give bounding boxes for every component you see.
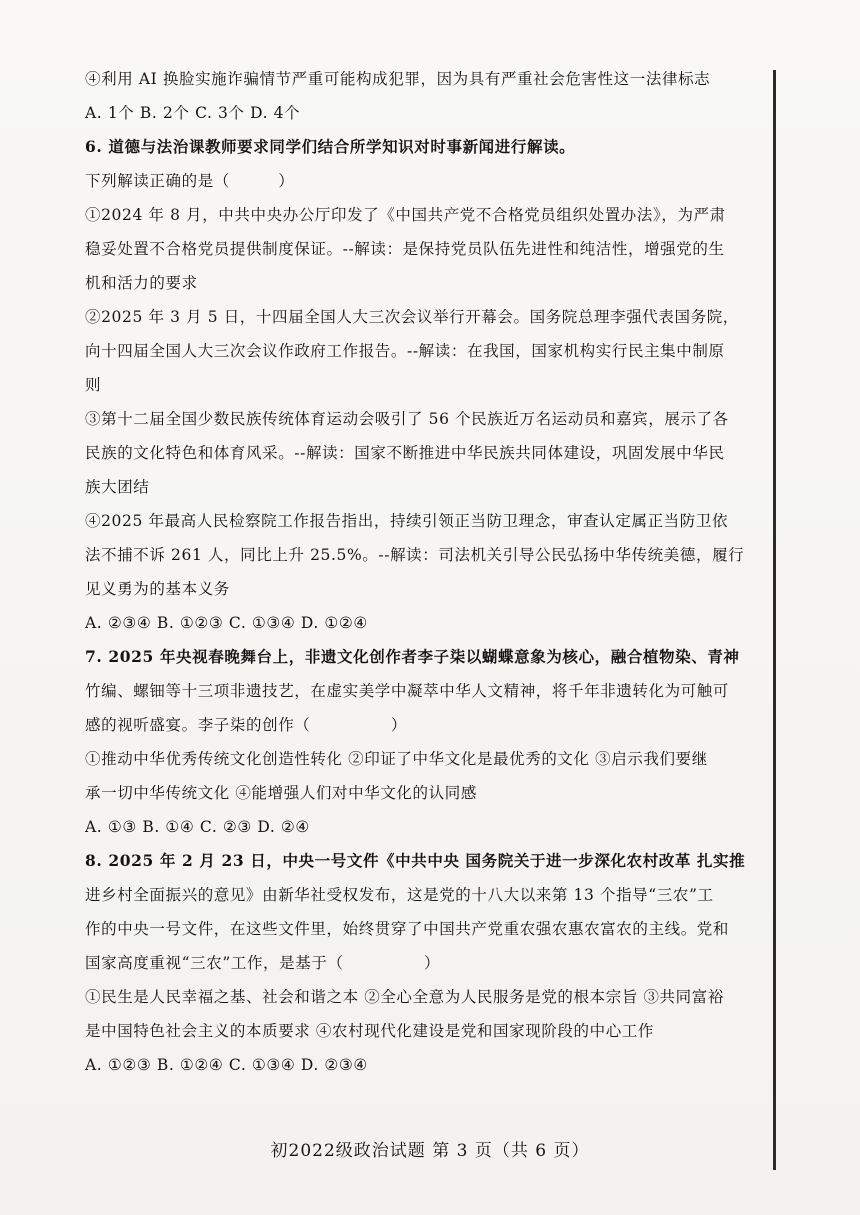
question-6-prompt: 下列解读正确的是（ ）	[85, 172, 295, 190]
answer-choices: A. 1个 B. 2个 C. 3个 D. 4个	[85, 104, 301, 122]
statement-line: 则	[85, 376, 102, 394]
statement-line: 法不捕不诉 261 人，同比上升 25.5%。--解读：司法机关引导公民弘扬中华传统美德，履行	[85, 546, 745, 564]
answer-choices: A. ①③ B. ①④ C. ②③ D. ②④	[85, 818, 310, 836]
page-footer: 初2022级政治试题 第 3 页（共 6 页）	[270, 1141, 590, 1161]
statement-line: ①民生是人民幸福之基、社会和谐之本 ②全心全意为人民服务是党的根本宗旨 ③共同富裕	[85, 988, 724, 1006]
statement-line: 感的视听盛宴。李子柒的创作（ ）	[85, 716, 408, 734]
page-content	[85, 62, 760, 1082]
statement-line: 竹编、螺钿等十三项非遗技艺，在虚实美学中凝萃中华人文精神，将千年非遗转化为可触可	[85, 682, 730, 700]
statement-line: 作的中央一号文件，在这些文件里，始终贯穿了中国共产党重农强农惠农富农的主线。党和	[85, 920, 730, 938]
statement-line: ④2025 年最高人民检察院工作报告指出，持续引领正当防卫理念，审查认定属正当防卫依	[85, 512, 729, 530]
answer-choices: A. ①②③ B. ①②④ C. ①③④ D. ②③④	[85, 1056, 368, 1074]
statement-line: 民族的文化特色和体育风采。--解读：国家不断推进中华民族共同体建设，巩固发展中华民	[85, 444, 725, 462]
statement-line: ②2025 年 3 月 5 日，十四届全国人大三次会议举行开幕会。国务院总理李强代表国务院，	[85, 308, 739, 326]
statement-line: ③第十二届全国少数民族传统体育运动会吸引了 56 个民族近万名运动员和嘉宾，展示了各	[85, 410, 729, 428]
statement-line: 稳妥处置不合格党员提供制度保证。--解读：是保持党员队伍先进性和纯洁性，增强党的生	[85, 240, 725, 258]
statement-line: 国家高度重视“三农”工作，是基于（ ）	[85, 954, 441, 972]
statement-line: 机和活力的要求	[85, 274, 198, 292]
statement-line: 承一切中华传统文化 ④能增强人们对中华文化的认同感	[85, 784, 477, 802]
statement-line: ①2024 年 8 月，中共中央办公厅印发了《中国共产党不合格党员组织处置办法》，为严肃	[85, 206, 726, 224]
answer-choices: A. ②③④ B. ①②③ C. ①③④ D. ①②④	[85, 614, 368, 632]
statement-line: 向十四届全国人大三次会议作政府工作报告。--解读：在我国，国家机构实行民主集中制原	[85, 342, 725, 360]
statement-line: 见义勇为的基本义务	[85, 580, 230, 598]
question-6-stem: 6. 道德与法治课教师要求同学们结合所学知识对时事新闻进行解读。	[85, 137, 576, 156]
question-8-stem: 8. 2025 年 2 月 23 日，中央一号文件《中共中央 国务院关于进一步深化农村改革 扎实推	[85, 851, 746, 870]
statement-line: 进乡村全面振兴的意见》由新华社受权发布，这是党的十八大以来第 13 个指导“三农”工	[85, 886, 714, 904]
margin-rule	[773, 70, 776, 1170]
question-7-stem: 7. 2025 年央视春晚舞台上，非遗文化创作者李子柒以蝴蝶意象为核心，融合植物染、青神	[85, 647, 740, 666]
statement-line: 族大团结	[85, 478, 150, 496]
option-statement: ④利用 AI 换脸实施诈骗情节严重可能构成犯罪，因为具有严重社会危害性这一法律标志	[85, 70, 711, 88]
statement-line: ①推动中华优秀传统文化创造性转化 ②印证了中华文化是最优秀的文化 ③启示我们要继	[85, 750, 708, 768]
statement-line: 是中国特色社会主义的本质要求 ④农村现代化建设是党和国家现阶段的中心工作	[85, 1022, 655, 1040]
